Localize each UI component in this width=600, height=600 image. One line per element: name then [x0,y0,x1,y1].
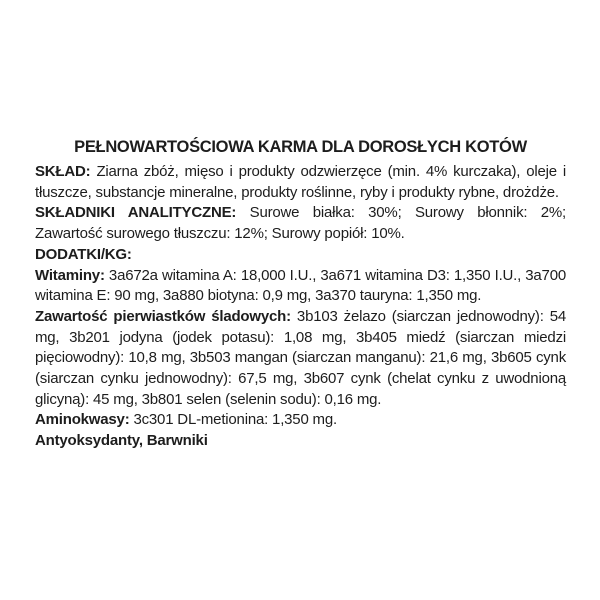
section-amino-acids-label: Aminokwasy: [35,411,130,429]
section-trace-elements-text: 3b103 żelazo (siarczan jednowodny): 54 mg, 3b201 jodyna (jodek potasu): 1,08 mg, 3b405 miedź (siarczan miedzi pięciowodny): 10,8 mg, 3b503 mangan (siarczan manganu): 21,6 mg, 3b605 cynk (siarczan cynku jednowodny): 67,5 mg, 3b607 cynk (chelat cynku z uwodnioną glicyną): 45 mg, 3b801 selen (selenin sodu): 0,16 mg. [35,307,566,408]
section-vitamins-label: Witaminy: [35,266,105,284]
section-trace-elements-label: Zawartość pierwiastków śladowych: [35,307,291,325]
section-analytical-constituents-label: SKŁADNIKI ANALITYCZNE: [35,204,237,222]
section-antioxidants-colorants [35,431,566,452]
label-title: PEŁNOWARTOŚCIOWA KARMA DLA DOROSŁYCH KOTÓW [74,138,527,156]
section-amino-acids-text: 3c301 DL-metionina: 1,350 mg. [133,411,337,429]
section-trace-elements [35,307,566,411]
section-vitamins-text: 3a672a witamina A: 18,000 I.U., 3a671 witamina D3: 1,350 I.U., 3a700 witamina E: 90 mg, 3a880 biotyna: 0,9 mg, 3a370 tauryna: 1,350 mg. [35,266,566,305]
section-analytical-constituents-text: Surowe białka: 30%; Surowy błonnik: 2%; Zawartość surowego tłuszczu: 12%; Surowy popiół: 10%. [35,204,567,243]
pet-food-label [35,136,566,452]
section-analytical-constituents [35,203,566,244]
section-antioxidants-colorants-label: Antyoksydanty, Barwniki [35,432,208,450]
section-additives-heading [35,245,566,266]
section-additives-heading-label: DODATKI/KG: [35,245,132,263]
section-composition [35,162,566,203]
section-composition-text: Ziarna zbóż, mięso i produkty odzwierzęce (min. 4% kurczaka), oleje i tłuszcze, substancje mineralne, produkty roślinne, ryby i produkty rybne, drożdże. [35,163,567,201]
section-vitamins [35,266,566,307]
section-amino-acids [35,410,566,431]
section-composition-label: SKŁAD: [35,163,91,180]
